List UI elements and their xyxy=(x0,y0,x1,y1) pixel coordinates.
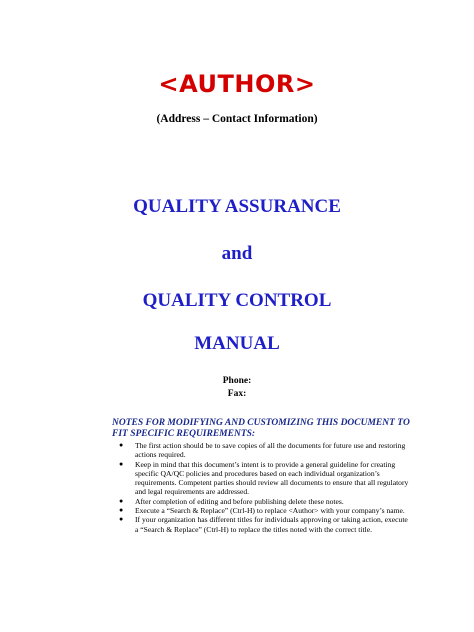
notes-list xyxy=(112,441,412,534)
bullet-icon: ● xyxy=(119,496,124,505)
note-text: If your organization has different titles for individuals approving or taking action, execute a “Search & Replace” (Ctrl-H) to replace the titles noted with the correct title. xyxy=(135,515,408,534)
list-item xyxy=(112,441,412,460)
title-line-quality-control: QUALITY CONTROL xyxy=(142,290,332,311)
note-text: The first action should be to save copies of all the documents for future use and restoring actions required. xyxy=(135,441,406,460)
title-line-and: and xyxy=(221,243,253,264)
notes-heading: NOTES FOR MODIFYING AND CUSTOMIZING THIS DOCUMENT TO FIT SPECIFIC REQUIREMENTS: xyxy=(112,418,410,439)
note-text: Keep in mind that this document’s intent is to provide a general guideline for creating specific QA/QC policies and procedures based on each individual organization’s requirements. Competent parties should review all documents to ensure that all regulatory and legal requirements are addressed. xyxy=(135,459,409,497)
list-item xyxy=(112,460,412,497)
bullet-icon: ● xyxy=(119,515,124,524)
phone-label: Phone: xyxy=(222,376,252,386)
title-line-manual: MANUAL xyxy=(194,333,280,354)
contact-information: (Address – Contact Information) xyxy=(156,113,318,125)
list-item xyxy=(112,506,412,515)
author-placeholder: <AUTHOR> xyxy=(158,70,316,98)
bullet-icon: ● xyxy=(119,459,124,468)
bullet-icon: ● xyxy=(119,506,124,515)
list-item xyxy=(112,497,412,506)
bullet-icon: ● xyxy=(119,441,124,449)
note-text: After completion of editing and before publishing delete these notes. xyxy=(135,496,344,506)
fax-label: Fax: xyxy=(227,389,247,399)
title-line-quality-assurance: QUALITY ASSURANCE xyxy=(133,196,341,217)
note-text: Execute a “Search & Replace” (Ctrl-H) to replace <Author> with your company’s name. xyxy=(135,506,405,516)
list-item xyxy=(112,515,412,534)
